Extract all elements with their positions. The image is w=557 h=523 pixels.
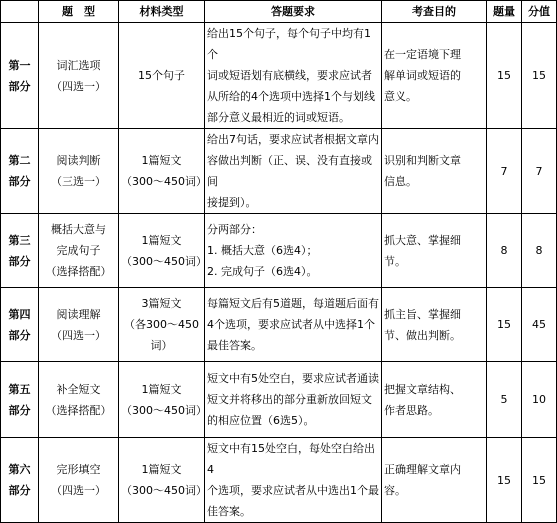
test-purpose: 识别和判断文章 信息。 [382, 129, 487, 214]
part-label: 第五 部分 [1, 362, 39, 438]
material-type: 1篇短文 （300～450词） [119, 438, 205, 523]
part-label: 第一 部分 [1, 23, 39, 129]
part-label: 第六 部分 [1, 438, 39, 523]
table-row [1, 288, 557, 362]
table-row [1, 362, 557, 438]
question-type: 概括大意与 完成句子 （选择搭配） [39, 214, 119, 288]
table-row [1, 438, 557, 523]
answer-requirement: 短文中有15处空白，每处空白给出4 个选项，要求应试者从中选出1个最 佳答案。 [205, 438, 382, 523]
material-type: 3篇短文 （各300～450词） [119, 288, 205, 362]
table-row [1, 23, 557, 129]
header-material-type: 材料类型 [119, 1, 205, 23]
question-count: 8 [487, 214, 522, 288]
question-type: 阅读理解 （四选一） [39, 288, 119, 362]
question-count: 15 [487, 438, 522, 523]
question-type: 词汇选项 （四选一） [39, 23, 119, 129]
header-question-type: 题 型 [39, 1, 119, 23]
score: 15 [522, 23, 557, 129]
question-count: 5 [487, 362, 522, 438]
material-type: 1篇短文 （300～450词） [119, 129, 205, 214]
score: 8 [522, 214, 557, 288]
question-count: 15 [487, 23, 522, 129]
material-type: 15个句子 [119, 23, 205, 129]
table-row [1, 129, 557, 214]
question-type: 补全短文 （选择搭配） [39, 362, 119, 438]
answer-requirement: 每篇短文后有5道题，每道题后面有 4个选项，要求应试者从中选择1个 最佳答案。 [205, 288, 382, 362]
table-row [1, 214, 557, 288]
test-purpose: 正确理解文章内 容。 [382, 438, 487, 523]
part-label: 第三 部分 [1, 214, 39, 288]
header-test-purpose: 考查目的 [382, 1, 487, 23]
score: 7 [522, 129, 557, 214]
question-type: 阅读判断 （三选一） [39, 129, 119, 214]
test-purpose: 在一定语境下理 解单词或短语的 意义。 [382, 23, 487, 129]
header-part [1, 1, 39, 23]
question-type: 完形填空 （四选一） [39, 438, 119, 523]
part-label: 第四 部分 [1, 288, 39, 362]
header-answer-requirement: 答题要求 [205, 1, 382, 23]
header-row [1, 1, 557, 23]
header-score: 分值 [522, 1, 557, 23]
answer-requirement: 给出15个句子，每个句子中均有1个 词或短语划有底横线，要求应试者 从所给的4个选项中选择1个与划线 部分意义最相近的词或短语。 [205, 23, 382, 129]
score: 15 [522, 438, 557, 523]
part-label: 第二 部分 [1, 129, 39, 214]
answer-requirement: 短文中有5处空白，要求应试者通读 短文并将移出的部分重新放回短文 的相应位置（6选5）。 [205, 362, 382, 438]
header-question-count: 题量 [487, 1, 522, 23]
material-type: 1篇短文 （300～450词） [119, 362, 205, 438]
answer-requirement: 给出7句话，要求应试者根据文章内 容做出判断（正、误、没有直接或间 接提到）。 [205, 129, 382, 214]
test-purpose: 抓大意、掌握细 节。 [382, 214, 487, 288]
question-count: 7 [487, 129, 522, 214]
answer-requirement: 分两部分： 1. 概括大意（6选4）； 2. 完成句子（6选4）。 [205, 214, 382, 288]
test-purpose: 把握文章结构、 作者思路。 [382, 362, 487, 438]
score: 45 [522, 288, 557, 362]
score: 10 [522, 362, 557, 438]
test-purpose: 抓主旨、掌握细 节、做出判断。 [382, 288, 487, 362]
material-type: 1篇短文 （300～450词） [119, 214, 205, 288]
question-count: 15 [487, 288, 522, 362]
